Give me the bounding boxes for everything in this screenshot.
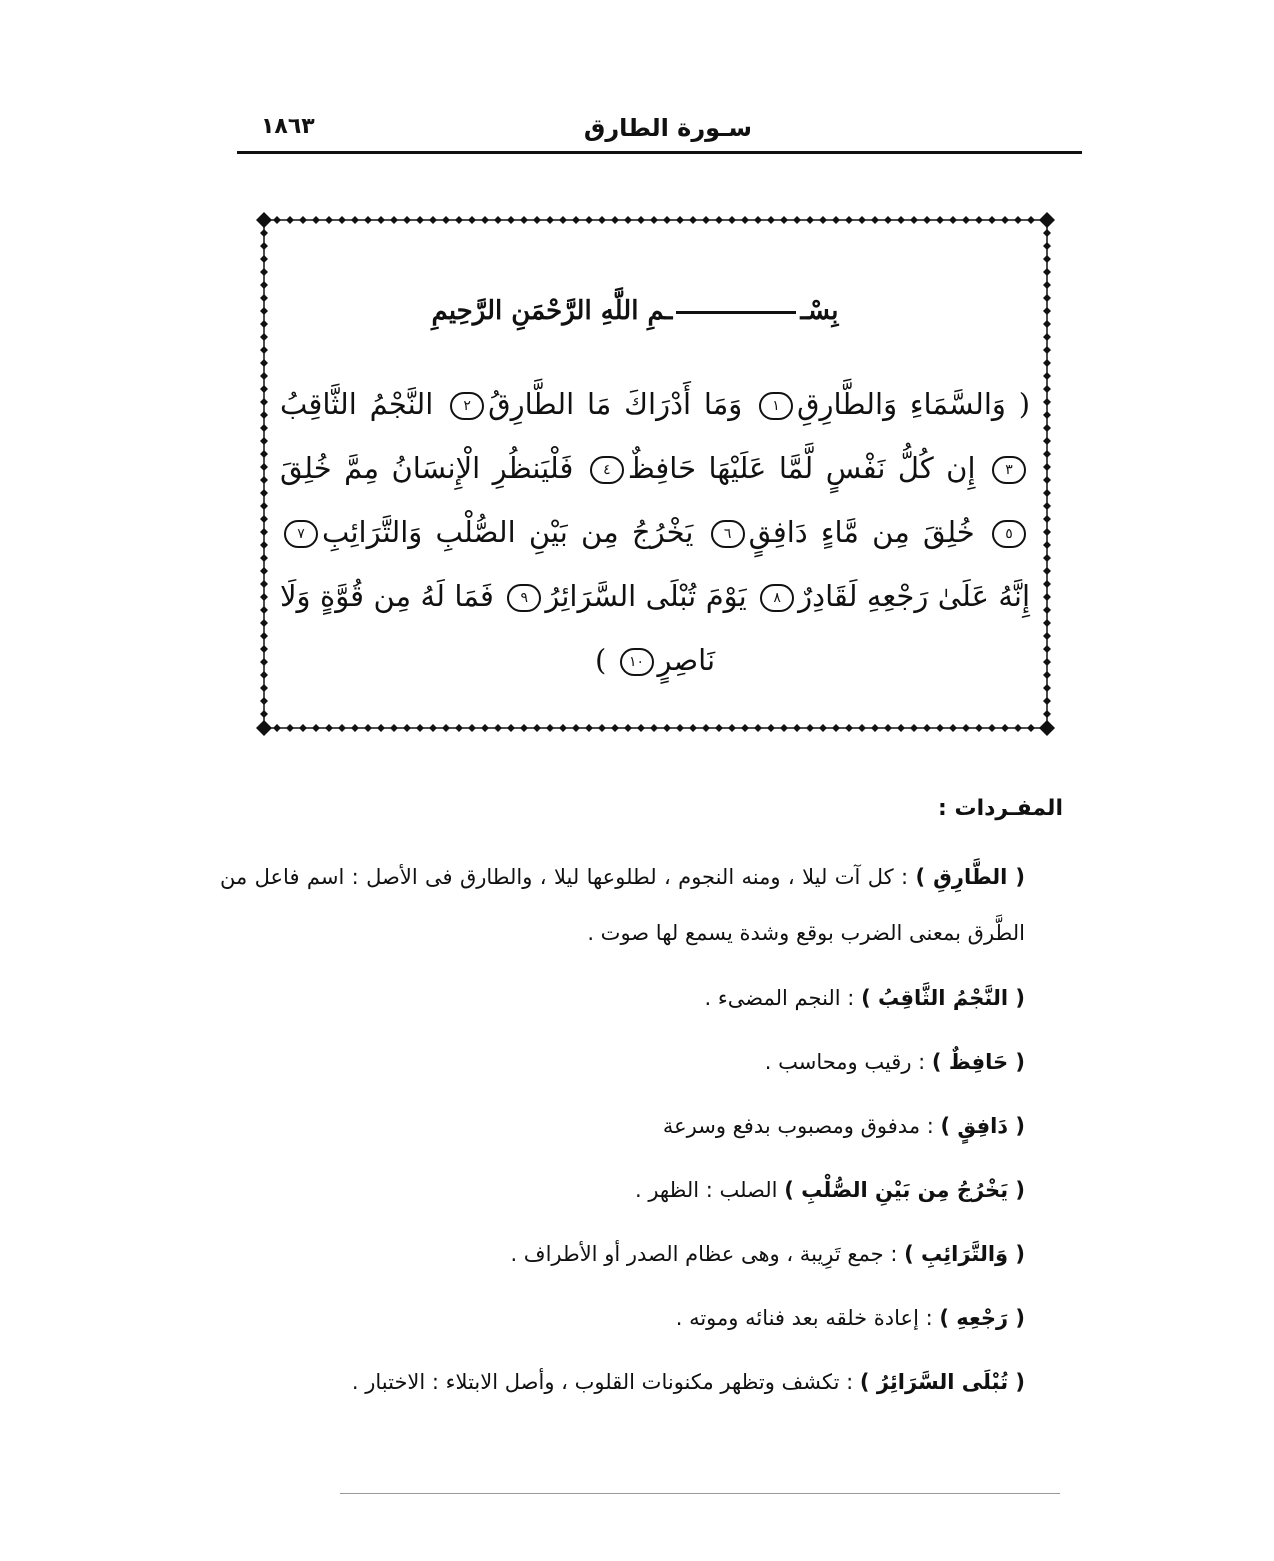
border-diamond [260, 255, 268, 263]
basmala-stretch [676, 311, 796, 314]
border-diamond [1039, 720, 1055, 736]
border-diamond [1043, 333, 1051, 341]
border-diamond [390, 216, 398, 224]
border-diamond [260, 502, 268, 510]
border-diamond [884, 724, 892, 732]
border-diamond [520, 216, 528, 224]
border-diamond [260, 593, 268, 601]
gloss-definition: الصلب : الظهر . [634, 1178, 778, 1202]
border-diamond [624, 216, 632, 224]
border-diamond [1043, 606, 1051, 614]
border-diamond [299, 724, 307, 732]
gloss-item [220, 1099, 1065, 1153]
border-diamond [728, 216, 736, 224]
border-diamond [260, 684, 268, 692]
border-diamond [780, 724, 788, 732]
verse-number: ٩ [507, 584, 541, 612]
border-diamond [260, 619, 268, 627]
border-diamond [1043, 515, 1051, 523]
border-diamond [273, 216, 281, 224]
verse-7 [280, 515, 693, 549]
border-diamond [1043, 268, 1051, 276]
border-diamond [754, 724, 762, 732]
border-diamond [845, 216, 853, 224]
border-diamond [858, 216, 866, 224]
border-diamond [260, 294, 268, 302]
border-diamond [1043, 346, 1051, 354]
border-diamond [286, 724, 294, 732]
gloss-definition: : كل آت ليلا ، ومنه النجوم ، لطلوعها ليلا ، والطارق فى الأصل : اسم فاعل من الطَّرق بمعنى الضرب بوقع وشدة يسمع لها صوت . [220, 865, 1025, 945]
verse-text: ( وَالسَّمَاءِ وَالطَّارِقِ [797, 387, 1031, 421]
border-diamond [338, 216, 346, 224]
verse-number: ٧ [284, 520, 318, 548]
verse-8 [756, 579, 1030, 613]
border-diamond [1043, 463, 1051, 471]
border-diamond [741, 216, 749, 224]
border-diamond [715, 216, 723, 224]
border-diamond [767, 216, 775, 224]
border-diamond [1043, 632, 1051, 640]
border-diamond [1043, 658, 1051, 666]
border-diamond [1043, 307, 1051, 315]
border-diamond [1043, 281, 1051, 289]
border-diamond [312, 216, 320, 224]
border-diamond [351, 216, 359, 224]
gloss-item [220, 1355, 1065, 1409]
border-diamond [650, 724, 658, 732]
border-diamond [312, 724, 320, 732]
gloss-term: ( حَافِظٌ ) [931, 1050, 1025, 1074]
border-diamond [585, 724, 593, 732]
border-diamond [1043, 450, 1051, 458]
border-diamond [1014, 724, 1022, 732]
gloss-item [220, 1163, 1065, 1217]
border-diamond [260, 541, 268, 549]
border-diamond [468, 216, 476, 224]
border-diamond [1043, 294, 1051, 302]
verses-block [280, 372, 1030, 692]
border-diamond [299, 216, 307, 224]
gloss-definition: : تكشف وتظهر مكنونات القلوب ، وأصل الابتلاء : الاختبار . [351, 1370, 854, 1394]
verse-text: فَلْيَنظُرِ الْإِنسَانُ مِمَّ خُلِقَ [280, 451, 574, 485]
border-diamond [1043, 398, 1051, 406]
border-diamond [481, 724, 489, 732]
border-diamond [923, 724, 931, 732]
border-diamond [260, 268, 268, 276]
border-diamond [260, 567, 268, 575]
border-diamond [351, 724, 359, 732]
border-diamond [256, 212, 272, 228]
border-diamond [806, 724, 814, 732]
border-diamond [754, 216, 762, 224]
border-diamond [897, 724, 905, 732]
border-diamond [832, 724, 840, 732]
border-diamond [689, 724, 697, 732]
border-diamond [481, 216, 489, 224]
border-diamond [260, 359, 268, 367]
border-diamond [260, 320, 268, 328]
border-diamond [1043, 684, 1051, 692]
border-diamond [260, 645, 268, 653]
border-diamond [1043, 710, 1051, 718]
border-diamond [702, 216, 710, 224]
border-diamond [1043, 619, 1051, 627]
border-diamond [858, 724, 866, 732]
border-diamond [663, 724, 671, 732]
gloss-term: ( الطَّارِقِ ) [915, 865, 1025, 889]
border-diamond [1043, 554, 1051, 562]
verse-text: فَمَا لَهُ مِن قُوَّةٍ وَلَا نَاصِرٍ [280, 579, 716, 677]
page-header [237, 106, 1082, 154]
border-diamond [455, 216, 463, 224]
gloss-term: ( رَجْعِهِ ) [939, 1306, 1025, 1330]
border-diamond [325, 724, 333, 732]
border-diamond [611, 724, 619, 732]
border-diamond [260, 476, 268, 484]
border-diamond [676, 724, 684, 732]
border-diamond [598, 724, 606, 732]
border-diamond [546, 216, 554, 224]
border-diamond [1043, 424, 1051, 432]
gloss-item [220, 971, 1065, 1025]
verse-2 [446, 387, 742, 421]
border-diamond [767, 724, 775, 732]
gloss-item [220, 1291, 1065, 1345]
basmala [400, 296, 870, 348]
border-diamond [260, 372, 268, 380]
border-diamond [260, 398, 268, 406]
border-diamond [689, 216, 697, 224]
border-diamond [949, 216, 957, 224]
border-diamond [377, 724, 385, 732]
border-diamond [260, 580, 268, 588]
border-diamond [650, 216, 658, 224]
border-diamond [256, 720, 272, 736]
border-diamond [572, 216, 580, 224]
page-number: ١٨٦٣ [261, 114, 315, 139]
border-diamond [806, 216, 814, 224]
border-diamond [260, 411, 268, 419]
border-diamond [1039, 212, 1055, 228]
gloss-definition: : رقيب ومحاسب . [764, 1050, 926, 1074]
border-diamond [936, 724, 944, 732]
border-diamond [273, 724, 281, 732]
border-diamond [455, 724, 463, 732]
verse-9 [503, 579, 746, 613]
border-diamond [1043, 593, 1051, 601]
border-diamond [325, 216, 333, 224]
border-diamond [1001, 724, 1009, 732]
border-diamond [832, 216, 840, 224]
border-diamond [962, 216, 970, 224]
border-diamond [494, 216, 502, 224]
border-diamond [910, 724, 918, 732]
border-diamond [975, 724, 983, 732]
border-diamond [559, 216, 567, 224]
verse-text: يَوْمَ تُبْلَى السَّرَائِرُ [545, 579, 747, 613]
border-diamond [884, 216, 892, 224]
border-diamond [338, 724, 346, 732]
border-diamond [416, 724, 424, 732]
border-diamond [260, 450, 268, 458]
border-diamond [260, 658, 268, 666]
surah-title: سـورة الطارق [583, 114, 752, 142]
verse-number: ٥ [992, 520, 1026, 548]
gloss-term: ( وَالتَّرَائِبِ ) [904, 1242, 1025, 1266]
gloss-term: ( يَخْرُجُ مِن بَيْنِ الصُّلْبِ ) [784, 1178, 1025, 1202]
border-diamond [624, 724, 632, 732]
border-diamond [637, 216, 645, 224]
footer-rule [340, 1493, 1060, 1494]
border-diamond [260, 606, 268, 614]
border-diamond [819, 724, 827, 732]
border-diamond [871, 216, 879, 224]
border-diamond [1043, 385, 1051, 393]
border-diamond [702, 724, 710, 732]
border-diamond [962, 724, 970, 732]
border-diamond [260, 554, 268, 562]
border-diamond [819, 216, 827, 224]
border-diamond [533, 724, 541, 732]
verse-text: النَّجْمُ الثَّاقِبُ [280, 387, 434, 421]
verse-number: ٢ [450, 392, 484, 420]
border-diamond [260, 515, 268, 523]
gloss-definition: : إعادة خلقه بعد فنائه وموته . [675, 1306, 933, 1330]
border-diamond [403, 724, 411, 732]
border-diamond [637, 724, 645, 732]
border-diamond [286, 216, 294, 224]
verse-number: ١ [759, 392, 793, 420]
border-diamond [260, 697, 268, 705]
border-diamond [676, 216, 684, 224]
border-diamond [507, 724, 515, 732]
border-diamond [1027, 216, 1035, 224]
closing-bracket: ) [594, 643, 607, 677]
border-diamond [559, 724, 567, 732]
border-diamond [988, 724, 996, 732]
border-diamond [468, 724, 476, 732]
border-diamond [260, 281, 268, 289]
basmala-start: بِسْـ [800, 296, 839, 326]
border-diamond [897, 216, 905, 224]
verse-text: خُلِقَ مِن مَّاءٍ دَافِقٍ [748, 515, 975, 549]
border-diamond [442, 216, 450, 224]
border-diamond [845, 724, 853, 732]
border-diamond [494, 724, 502, 732]
border-diamond [793, 216, 801, 224]
border-diamond [715, 724, 723, 732]
border-diamond [390, 724, 398, 732]
border-diamond [442, 724, 450, 732]
border-diamond [1043, 255, 1051, 263]
border-diamond [533, 216, 541, 224]
border-diamond [260, 424, 268, 432]
verse-text: يَخْرُجُ مِن بَيْنِ الصُّلْبِ وَالتَّرَائِبِ [322, 515, 694, 549]
border-diamond [1043, 229, 1051, 237]
border-diamond [1043, 437, 1051, 445]
border-diamond [871, 724, 879, 732]
border-diamond [260, 463, 268, 471]
gloss-term: ( النَّجْمُ الثَّاقِبُ ) [861, 986, 1025, 1010]
border-diamond [546, 724, 554, 732]
border-diamond [1001, 216, 1009, 224]
border-diamond [1043, 320, 1051, 328]
border-diamond [988, 216, 996, 224]
border-diamond [429, 724, 437, 732]
border-diamond [1043, 411, 1051, 419]
border-diamond [416, 216, 424, 224]
border-diamond [507, 216, 515, 224]
gloss-definition: : جمع تَرِيبة ، وهى عظام الصدر أو الأطراف . [510, 1242, 898, 1266]
border-diamond [260, 671, 268, 679]
border-diamond [260, 307, 268, 315]
verse-6 [707, 515, 975, 549]
border-diamond [1043, 528, 1051, 536]
verse-number: ١٠ [620, 648, 654, 676]
border-diamond [572, 724, 580, 732]
gloss-term: ( دَافِقٍ ) [940, 1114, 1025, 1138]
verse-text: إِن كُلُّ نَفْسٍ لَّمَّا عَلَيْهَا حَافِظٌ [627, 451, 976, 485]
verse-text: وَمَا أَدْرَاكَ مَا الطَّارِقُ [488, 387, 743, 421]
border-diamond [260, 489, 268, 497]
border-diamond [793, 724, 801, 732]
border-diamond [520, 724, 528, 732]
border-diamond [1043, 580, 1051, 588]
border-diamond [260, 437, 268, 445]
border-diamond [949, 724, 957, 732]
gloss-definition: : النجم المضىء . [704, 986, 855, 1010]
glossary-heading: المفـردات : [938, 796, 1063, 821]
border-diamond [936, 216, 944, 224]
border-diamond [975, 216, 983, 224]
border-diamond [364, 216, 372, 224]
border-diamond [1043, 476, 1051, 484]
border-diamond [260, 710, 268, 718]
gloss-item [220, 1035, 1065, 1089]
border-diamond [780, 216, 788, 224]
border-diamond [910, 216, 918, 224]
border-diamond [260, 229, 268, 237]
border-diamond [377, 216, 385, 224]
border-diamond [364, 724, 372, 732]
border-diamond [1043, 567, 1051, 575]
border-diamond [260, 242, 268, 250]
border-diamond [1043, 645, 1051, 653]
border-diamond [1014, 216, 1022, 224]
border-diamond [260, 333, 268, 341]
border-diamond [260, 385, 268, 393]
border-diamond [260, 528, 268, 536]
border-diamond [728, 724, 736, 732]
border-diamond [1043, 372, 1051, 380]
border-diamond [1043, 697, 1051, 705]
border-diamond [585, 216, 593, 224]
border-diamond [403, 216, 411, 224]
verse-1 [755, 387, 1030, 421]
border-diamond [1043, 541, 1051, 549]
border-diamond [1043, 502, 1051, 510]
border-diamond [1043, 359, 1051, 367]
verse-number: ٦ [711, 520, 745, 548]
basmala-end: ـمِ اللَّهِ الرَّحْمَنِ الرَّحِيمِ [431, 296, 673, 326]
border-diamond [1043, 489, 1051, 497]
verse-number: ٨ [760, 584, 794, 612]
border-diamond [598, 216, 606, 224]
border-diamond [260, 632, 268, 640]
gloss-definition: : مدفوق ومصبوب بدفع وسرعة [662, 1114, 934, 1138]
glossary-section [220, 796, 1065, 1419]
gloss-item [220, 1227, 1065, 1281]
verse-text: إِنَّهُ عَلَىٰ رَجْعِهِ لَقَادِرٌ [798, 579, 1031, 613]
border-diamond [923, 216, 931, 224]
gloss-item [220, 849, 1065, 961]
verse-number: ٣ [992, 456, 1026, 484]
border-diamond [429, 216, 437, 224]
border-diamond [611, 216, 619, 224]
border-diamond [260, 346, 268, 354]
verse-4 [586, 451, 976, 485]
header-rule [237, 151, 1082, 154]
border-diamond [1043, 671, 1051, 679]
gloss-term: ( تُبْلَى السَّرَائِرُ ) [859, 1370, 1025, 1394]
border-diamond [1043, 242, 1051, 250]
border-diamond [741, 724, 749, 732]
border-diamond [1027, 724, 1035, 732]
verse-number: ٤ [590, 456, 624, 484]
border-diamond [663, 216, 671, 224]
